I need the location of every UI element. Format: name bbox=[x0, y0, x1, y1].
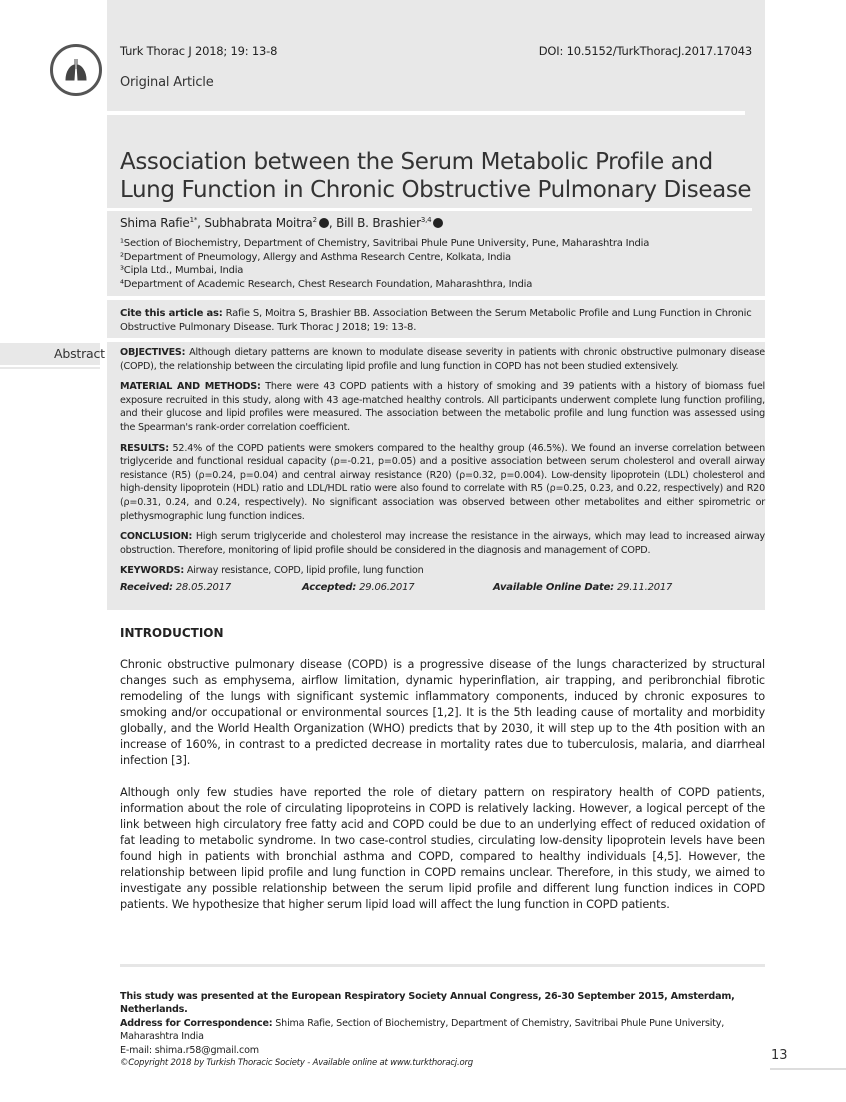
abstract-keywords bbox=[120, 564, 765, 578]
date-label: Available Online Date: bbox=[493, 581, 614, 593]
cite-text: Rafie S, Moitra S, Brashier BB. Association Between the Serum Metabolic Profile and Lung Function in Chronic Obstructive Pulmonary Disease. Turk Thorac J 2018; 19: 13-8. bbox=[120, 308, 752, 333]
author-sup: 1* bbox=[189, 216, 198, 224]
date-value: 29.11.2017 bbox=[616, 581, 673, 593]
email[interactable]: E-mail: shima.r58@gmail.com bbox=[120, 1044, 259, 1056]
presentation-note: This study was presented at the European Respiratory Society Annual Congress, 26-30 September 2015, Amsterdam, Netherlands. bbox=[120, 991, 735, 1016]
date-value: 28.05.2017 bbox=[175, 581, 232, 593]
journal-logo bbox=[50, 44, 102, 96]
journal-citation: Turk Thorac J 2018; 19: 13-8 bbox=[120, 44, 278, 58]
article-dates bbox=[120, 581, 765, 595]
date-label: Received: bbox=[120, 581, 173, 593]
section-heading: MATERIAL AND METHODS: bbox=[120, 381, 261, 393]
footnote-divider bbox=[120, 964, 765, 967]
received-date bbox=[120, 581, 302, 595]
cite-label: Cite this article as: bbox=[120, 308, 223, 319]
affiliation: ²Department of Pneumology, Allergy and Asthma Research Centre, Kolkata, India bbox=[120, 251, 511, 263]
lungs-icon bbox=[61, 55, 91, 85]
abstract-tab-line bbox=[0, 367, 100, 369]
paragraph: Although only few studies have reported the role of dietary pattern on respiratory health of COPD patients, information about the role of circulating lipoproteins in COPD is relatively lacking. However, a logical percept of the link between high circulatory free fatty acid and COPD could be due to an underlying effect of reduced oxidation of fat leading to metabolic syndrome. In two case-control studies, circulating low-density lipoprotein levels have been found high in patients with bronchial asthma and COPD, compared to healthy individuals [4,5]. However, the relationship between lipid profile and lung function in COPD remains unclear. Therefore, in this study, we aimed to investigate any possible relationship between the serum lipid profile and different lung function indices in COPD patients. We hypothesize that higher serum lipid load will affect the lung function in COPD patients. bbox=[120, 786, 765, 911]
date-label: Accepted: bbox=[302, 581, 357, 593]
author-sup: 2 bbox=[312, 216, 317, 224]
abstract-conclusion bbox=[120, 530, 765, 557]
section-text: Airway resistance, COPD, lipid profile, lung function bbox=[186, 565, 424, 577]
footnotes bbox=[120, 990, 760, 1070]
doi[interactable]: DOI: 10.5152/TurkThoracJ.2017.17043 bbox=[538, 44, 752, 58]
orcid-icon[interactable] bbox=[433, 218, 443, 228]
page-number: 13 bbox=[771, 1048, 788, 1063]
abstract-results bbox=[120, 442, 765, 524]
copyright: ©Copyright 2018 by Turkish Thoracic Society - Available online at www.turkthoracj.org bbox=[120, 1058, 473, 1069]
abstract-objectives bbox=[120, 346, 765, 373]
page-number-rule bbox=[770, 1068, 846, 1070]
header-divider bbox=[107, 111, 745, 115]
date-value: 29.06.2017 bbox=[359, 581, 415, 593]
author-name: Shima Rafie bbox=[120, 216, 190, 230]
section-text: Although dietary patterns are known to modulate disease severity in patients with chronic obstructive pulmonary disease (COPD), the relationship between the circulating lipid profile and lung function in COPD has not been studied extensively. bbox=[120, 347, 765, 372]
paragraph: Chronic obstructive pulmonary disease (COPD) is a progressive disease of the lungs characterized by structural changes such as emphysema, airflow limitation, dynamic hyperinflation, air trapping, and peribronchial fibrotic remodeling of the lungs with significant systemic inflammatory components, induced by chronic exposures to smoking and/or occupational or environmental sources [1,2]. It is the 5th leading cause of mortality and morbidity globally, and the World Health Organization (WHO) predicts that by 2030, it will step up to the 4th position with an increase of 160%, in contrast to a predicted decrease in mortality rates due to tuberculosis, malaria, and diarrheal infection [3]. bbox=[120, 658, 765, 767]
author-list: Shima Rafie$^{1*}$, Subhabrata Moitra$^2$ , Bill B. Brashier$^{3,4}$ bbox=[120, 216, 443, 230]
affiliations bbox=[120, 237, 649, 291]
online-date bbox=[493, 581, 672, 595]
section-text: High serum triglyceride and cholesterol may increase the resistance in the airways, which may lead to increased airway obstruction. Therefore, monitoring of lipid profile should be considered in the diagnosis and management of COPD. bbox=[120, 531, 765, 556]
section-heading: RESULTS: bbox=[120, 442, 169, 454]
affiliation: ⁴Department of Academic Research, Chest Research Foundation, Maharashthra, India bbox=[120, 278, 533, 290]
introduction-body bbox=[120, 657, 765, 929]
correspondence bbox=[120, 1017, 760, 1044]
orcid-icon[interactable] bbox=[319, 218, 329, 228]
accepted-date bbox=[302, 581, 493, 595]
section-heading: CONCLUSION: bbox=[120, 531, 193, 543]
author-name: Subhabrata Moitra bbox=[204, 216, 313, 230]
section-text: There were 43 COPD patients with a history of smoking and 39 patients with a history of biomass fuel exposure recruited in this study, along with 43 age-matched healthy controls. All participants underwent complete lung function profiling, and their glucose and lipid profiles were measured. The association between the metabolic profile and lung function was assessed using the Spearman's rank-order correlation coefficient. bbox=[120, 381, 765, 433]
abstract-methods bbox=[120, 380, 765, 434]
cite-block bbox=[120, 307, 752, 334]
affiliation: ³Cipla Ltd., Mumbai, India bbox=[120, 265, 244, 276]
section-text: 52.4% of the COPD patients were smokers compared to the healthy group (46.5%). We found an inverse correlation between triglyceride and functional residual capacity (ρ=-0.21, p=0.05) and a positive association between serum cholesterol and overall airway resistance (R5) (ρ=0.24, p=0.04) and central airway resistance (R20) (ρ=0.32, p=0.004). Low-density lipoprotein (LDL) cholesterol and high-density lipoprotein (HDL) ratio and LDL/HDL ratio were also found to correlate with R5 (ρ=0.25, 0.23, and 0.22, respectively) and R20 (ρ=0.31, 0.24, and 0.24, respectively). No significant association was observed between other metabolites and either spirometric or plethysmographic lung function indices. bbox=[120, 442, 765, 522]
abstract bbox=[120, 346, 765, 595]
cite-divider bbox=[107, 338, 765, 342]
affiliation: ¹Section of Biochemistry, Department of Chemistry, Savitribai Phule Pune University, Pune, Maharashtra India bbox=[120, 238, 650, 249]
correspondence-label: Address for Correspondence: bbox=[120, 1017, 273, 1029]
correspondence-text: Shima Rafie, Section of Biochemistry, Department of Chemistry, Savitribai Phule Pune University, Maharashtra India bbox=[120, 1017, 725, 1043]
article-title: Association between the Serum Metabolic Profile and Lung Function in Chronic Obstructive Pulmonary Disease bbox=[120, 149, 752, 203]
introduction-heading: INTRODUCTION bbox=[120, 626, 224, 640]
section-heading: OBJECTIVES: bbox=[120, 347, 186, 358]
section-heading: KEYWORDS: bbox=[120, 565, 184, 577]
author-sup: 3,4 bbox=[420, 216, 432, 224]
affil-divider bbox=[107, 296, 765, 300]
article-type: Original Article bbox=[120, 75, 214, 90]
author-name: Bill B. Brashier bbox=[336, 216, 421, 230]
title-divider bbox=[107, 208, 752, 211]
abstract-label: Abstract bbox=[54, 346, 105, 361]
